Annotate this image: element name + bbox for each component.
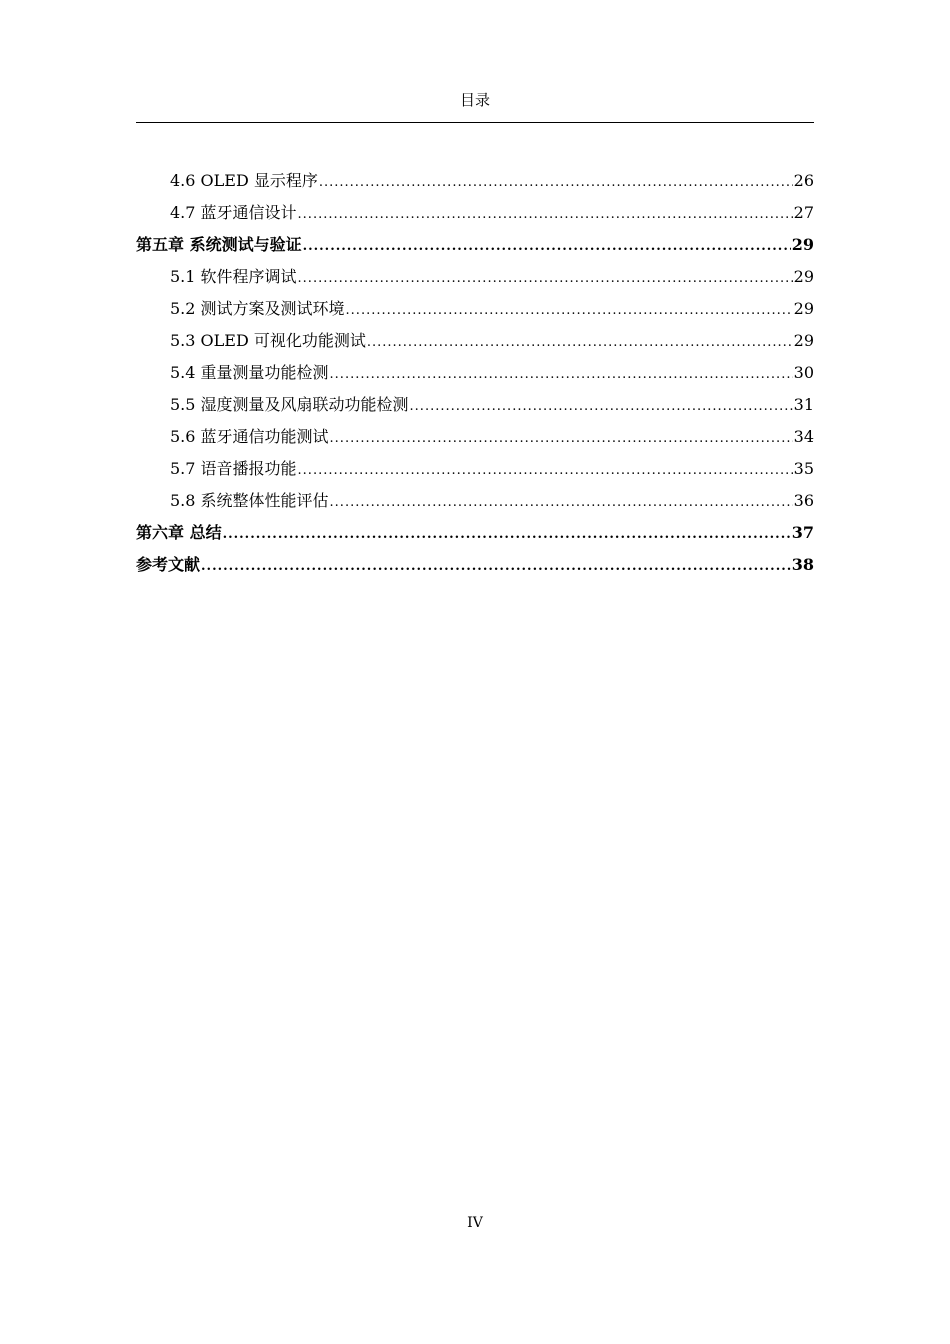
toc-entry-page: 29	[793, 299, 814, 318]
toc-entry-page: 29	[793, 331, 814, 350]
toc-dot-leader	[410, 391, 793, 423]
toc-entry-page: 36	[793, 491, 814, 510]
toc-entry-title: 5.7 语音播报功能	[170, 459, 297, 478]
toc-dot-leader	[223, 519, 791, 551]
toc-entry[interactable]	[136, 453, 814, 485]
toc-entry[interactable]	[136, 261, 814, 293]
table-of-contents	[136, 165, 814, 581]
toc-chapter-entry[interactable]	[136, 517, 814, 549]
toc-dot-leader	[319, 167, 793, 199]
toc-dot-leader	[298, 455, 793, 487]
toc-dot-leader	[330, 359, 793, 391]
toc-entry[interactable]	[136, 325, 814, 357]
toc-entry[interactable]	[136, 293, 814, 325]
header-divider	[136, 122, 814, 123]
toc-entry-page: 38	[791, 555, 814, 574]
toc-entry[interactable]	[136, 389, 814, 421]
toc-entry-page: 31	[793, 395, 814, 414]
toc-entry-title: 5.6 蓝牙通信功能测试	[170, 427, 329, 446]
toc-dot-leader	[330, 487, 793, 519]
toc-entry[interactable]	[136, 485, 814, 517]
toc-entry-title: 4.7 蓝牙通信设计	[170, 203, 297, 222]
toc-entry[interactable]	[136, 197, 814, 229]
toc-dot-leader	[298, 199, 793, 231]
toc-dot-leader	[298, 263, 793, 295]
toc-entry[interactable]	[136, 165, 814, 197]
toc-entry-page: 29	[793, 267, 814, 286]
toc-entry-title: 5.8 系统整体性能评估	[170, 491, 329, 510]
toc-entry-title: 第六章 总结	[136, 523, 222, 542]
toc-entry[interactable]	[136, 357, 814, 389]
toc-entry-page: 30	[793, 363, 814, 382]
toc-entry-title: 5.4 重量测量功能检测	[170, 363, 329, 382]
toc-chapter-entry[interactable]	[136, 229, 814, 261]
toc-entry-title: 5.3 OLED 可视化功能测试	[170, 331, 366, 350]
page-header-title: 目录	[459, 91, 490, 109]
toc-dot-leader	[346, 295, 793, 327]
toc-entry-title: 参考文献	[136, 555, 201, 574]
toc-entry-title: 4.6 OLED 显示程序	[170, 171, 318, 190]
toc-entry-page: 26	[793, 171, 814, 190]
toc-entry-page: 35	[793, 459, 814, 478]
toc-dot-leader	[330, 423, 793, 455]
toc-entry-page: 34	[793, 427, 814, 446]
toc-entry-page: 27	[793, 203, 814, 222]
toc-entry-title: 5.2 测试方案及测试环境	[170, 299, 345, 318]
toc-entry-title: 5.1 软件程序调试	[170, 267, 297, 286]
toc-entry-page: 37	[791, 523, 814, 542]
toc-entry[interactable]	[136, 421, 814, 453]
toc-entry-title: 第五章 系统测试与验证	[136, 235, 302, 254]
toc-entry-title: 5.5 湿度测量及风扇联动功能检测	[170, 395, 409, 414]
toc-entry-page: 29	[791, 235, 814, 254]
toc-dot-leader	[303, 231, 791, 263]
toc-dot-leader	[367, 327, 793, 359]
page-number-footer: IV	[467, 1215, 483, 1231]
toc-dot-leader	[201, 551, 791, 583]
toc-chapter-entry[interactable]	[136, 549, 814, 581]
